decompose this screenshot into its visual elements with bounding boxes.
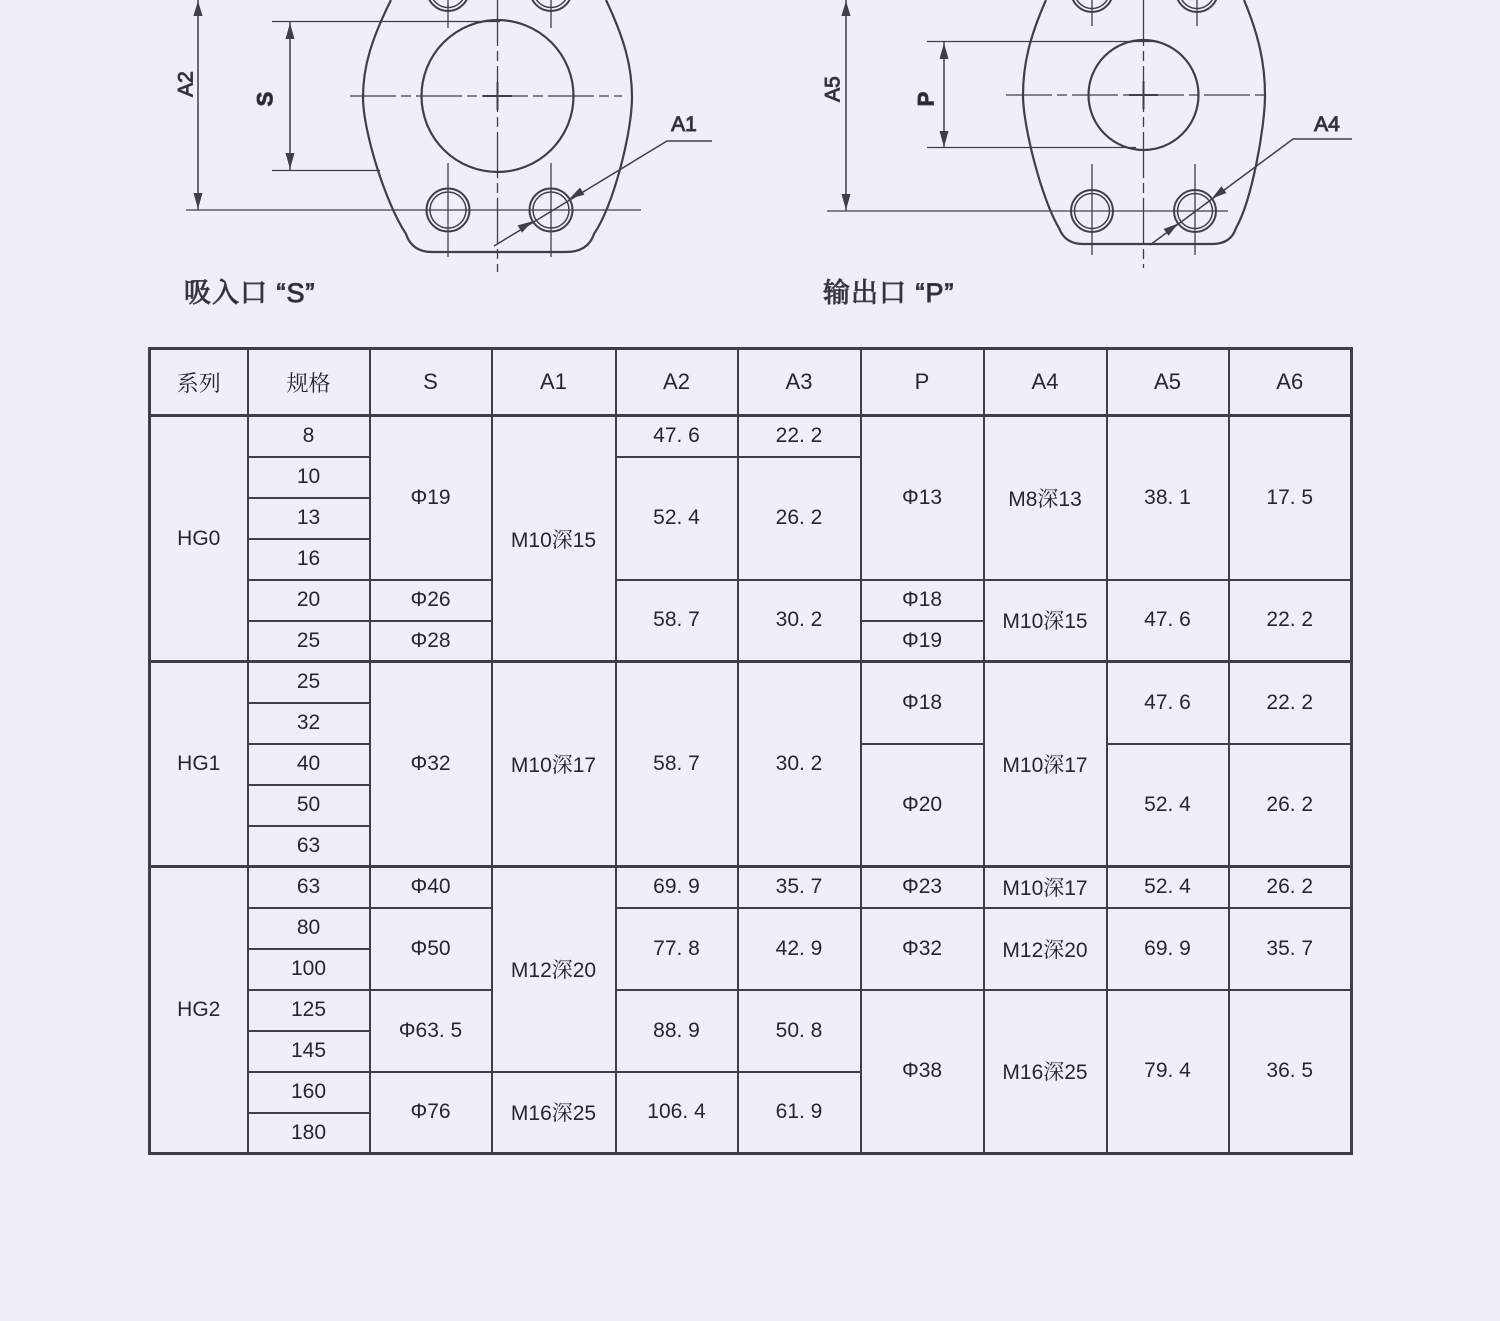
table-cell: 26. 2 xyxy=(1229,867,1352,908)
leader-line-a1 xyxy=(494,141,712,246)
table-cell: Φ40 xyxy=(370,867,492,908)
table-cell: Φ18 xyxy=(861,580,984,621)
table-cell: 52. 4 xyxy=(616,457,738,580)
column-header: A3 xyxy=(738,349,861,416)
table-cell: 13 xyxy=(248,498,370,539)
table-cell: Φ20 xyxy=(861,744,984,867)
table-row xyxy=(150,867,1352,908)
table-cell: Φ23 xyxy=(861,867,984,908)
table-cell: 77. 8 xyxy=(616,908,738,990)
table-cell: 47. 6 xyxy=(1107,580,1229,662)
table-cell: Φ26 xyxy=(370,580,492,621)
table-cell: 63 xyxy=(248,826,370,867)
table-cell: 26. 2 xyxy=(1229,744,1352,867)
table-cell: 63 xyxy=(248,867,370,908)
table-cell: 42. 9 xyxy=(738,908,861,990)
column-header: S xyxy=(370,349,492,416)
dim-label-p: P xyxy=(913,91,939,107)
table-cell: M10深17 xyxy=(984,662,1107,867)
table-cell: 145 xyxy=(248,1031,370,1072)
table-cell: 38. 1 xyxy=(1107,416,1229,580)
table-cell: HG1 xyxy=(150,662,248,867)
table-cell: Φ32 xyxy=(861,908,984,990)
table-cell: 125 xyxy=(248,990,370,1031)
table-row xyxy=(150,580,1352,621)
table-cell: 26. 2 xyxy=(738,457,861,580)
table-cell: 35. 7 xyxy=(738,867,861,908)
table-cell: 88. 9 xyxy=(616,990,738,1072)
dimension-table xyxy=(148,347,1353,1155)
column-header: A6 xyxy=(1229,349,1352,416)
table-cell: M10深17 xyxy=(984,867,1107,908)
table-cell: 58. 7 xyxy=(616,580,738,662)
table-cell: 25 xyxy=(248,662,370,703)
table-cell: 80 xyxy=(248,908,370,949)
table-cell: M12深20 xyxy=(984,908,1107,990)
table-cell: M10深15 xyxy=(492,416,616,662)
table-row xyxy=(150,416,1352,457)
table-cell: Φ19 xyxy=(370,416,492,580)
column-header: 规格 xyxy=(248,349,370,416)
table-cell: 52. 4 xyxy=(1107,867,1229,908)
suction-port-drawing xyxy=(175,0,713,308)
table-cell: 22. 2 xyxy=(1229,662,1352,744)
table-cell: 69. 9 xyxy=(1107,908,1229,990)
table-cell: 52. 4 xyxy=(1107,744,1229,867)
table-cell: 61. 9 xyxy=(738,1072,861,1154)
dim-label-a2: A2 xyxy=(174,71,198,97)
table-cell: 30. 2 xyxy=(738,662,861,867)
table-cell: Φ38 xyxy=(861,990,984,1154)
table-cell: Φ50 xyxy=(370,908,492,990)
suction-port-caption: 吸入口 “S” xyxy=(184,278,316,308)
table-cell: M16深25 xyxy=(492,1072,616,1154)
dim-label-a5: A5 xyxy=(821,76,845,102)
table-cell: 30. 2 xyxy=(738,580,861,662)
column-header: A2 xyxy=(616,349,738,416)
table-cell: 22. 2 xyxy=(738,416,861,457)
column-header: P xyxy=(861,349,984,416)
table-cell: M12深20 xyxy=(492,867,616,1072)
table-cell: 100 xyxy=(248,949,370,990)
column-header: A4 xyxy=(984,349,1107,416)
table-cell: 8 xyxy=(248,416,370,457)
table-cell: 20 xyxy=(248,580,370,621)
table-cell: Φ18 xyxy=(861,662,984,744)
table-cell: Φ19 xyxy=(861,621,984,662)
table-cell: 22. 2 xyxy=(1229,580,1352,662)
table-cell: Φ32 xyxy=(370,662,492,867)
output-port-drawing xyxy=(822,0,1353,308)
column-header: A1 xyxy=(492,349,616,416)
table-cell: 17. 5 xyxy=(1229,416,1352,580)
table-cell: 69. 9 xyxy=(616,867,738,908)
technical-drawings xyxy=(0,0,1500,330)
table-cell: 180 xyxy=(248,1113,370,1154)
table-cell: 47. 6 xyxy=(1107,662,1229,744)
table-cell: Φ28 xyxy=(370,621,492,662)
table-cell: 50. 8 xyxy=(738,990,861,1072)
table-cell: 32 xyxy=(248,703,370,744)
table-cell: 36. 5 xyxy=(1229,990,1352,1154)
table-row xyxy=(150,990,1352,1031)
table-row xyxy=(150,908,1352,949)
table-cell: 35. 7 xyxy=(1229,908,1352,990)
table-cell: 25 xyxy=(248,621,370,662)
leader-line-a4 xyxy=(1150,139,1352,245)
table-cell: 50 xyxy=(248,785,370,826)
table-cell: 47. 6 xyxy=(616,416,738,457)
dim-label-a4: A4 xyxy=(1314,113,1340,136)
column-header: A5 xyxy=(1107,349,1229,416)
table-cell: 10 xyxy=(248,457,370,498)
output-port-caption: 输出口 “P” xyxy=(823,278,955,308)
table-cell: M10深17 xyxy=(492,662,616,867)
column-header: 系列 xyxy=(150,349,248,416)
table-cell: 160 xyxy=(248,1072,370,1113)
table-cell: 40 xyxy=(248,744,370,785)
table-cell: M16深25 xyxy=(984,990,1107,1154)
table-cell: 58. 7 xyxy=(616,662,738,867)
table-cell: HG0 xyxy=(150,416,248,662)
table-row xyxy=(150,662,1352,703)
table-cell: M10深15 xyxy=(984,580,1107,662)
table-cell: Φ76 xyxy=(370,1072,492,1154)
dim-label-s: S xyxy=(252,91,278,107)
table-header-row xyxy=(150,349,1352,416)
dim-label-a1: A1 xyxy=(671,113,697,136)
table-cell: M8深13 xyxy=(984,416,1107,580)
table-cell: Φ63. 5 xyxy=(370,990,492,1072)
table-cell: 79. 4 xyxy=(1107,990,1229,1154)
table-cell: 16 xyxy=(248,539,370,580)
table-cell: HG2 xyxy=(150,867,248,1154)
table-cell: Φ13 xyxy=(861,416,984,580)
table-cell: 106. 4 xyxy=(616,1072,738,1154)
